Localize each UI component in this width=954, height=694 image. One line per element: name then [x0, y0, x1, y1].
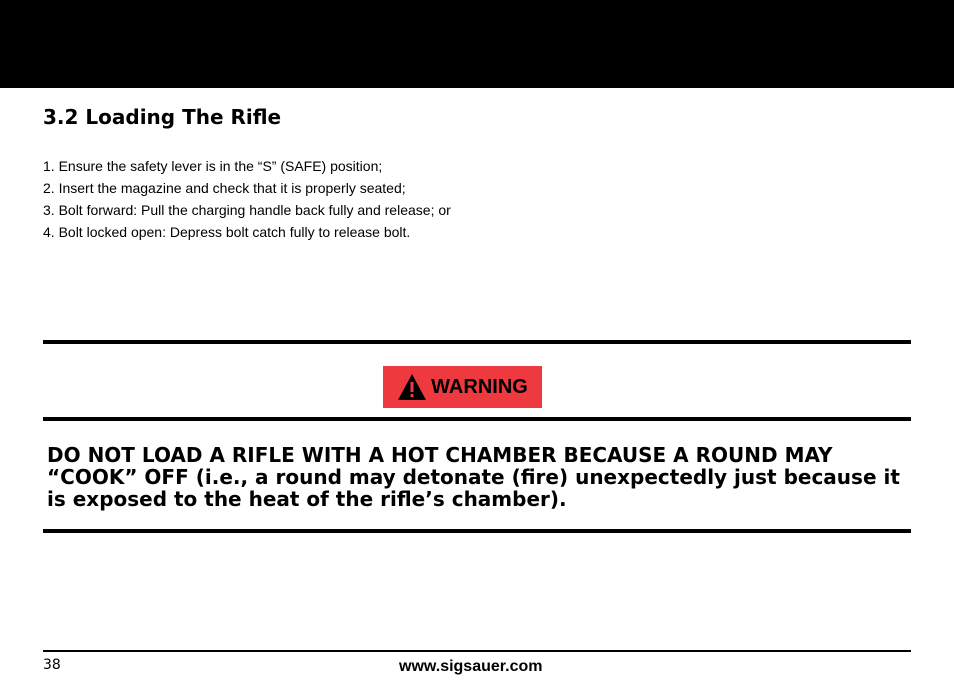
- page-number: 38: [43, 657, 61, 673]
- header-band: [0, 0, 954, 88]
- warning-middle-rule: [43, 417, 911, 421]
- warning-message: DO NOT LOAD A RIFLE WITH A HOT CHAMBER BECAUSE A ROUND MAY “COOK” OFF (i.e., a round may detonate (fire) unexpectedly just because it is exposed to the heat of the rifle’s chamber).: [47, 443, 900, 511]
- section-title: 3.2 Loading The Rifle: [43, 105, 282, 129]
- step-item: 4. Bolt locked open: Depress bolt catch fully to release bolt.: [43, 224, 411, 240]
- warning-label-text: WARNING: [431, 375, 528, 398]
- step-item: 3. Bolt forward: Pull the charging handle back fully and release; or: [43, 202, 451, 218]
- step-item: 2. Insert the magazine and check that it is properly seated;: [43, 180, 406, 196]
- warning-bottom-rule: [43, 529, 911, 533]
- loading-steps-list: [43, 155, 451, 243]
- warning-label: [383, 366, 542, 408]
- warning-top-rule: [43, 340, 911, 344]
- footer-rule: [43, 650, 911, 652]
- step-item: 1. Ensure the safety lever is in the “S” (SAFE) position;: [43, 158, 383, 174]
- warning-triangle-icon: [397, 372, 427, 402]
- footer-url: www.sigsauer.com: [399, 658, 543, 675]
